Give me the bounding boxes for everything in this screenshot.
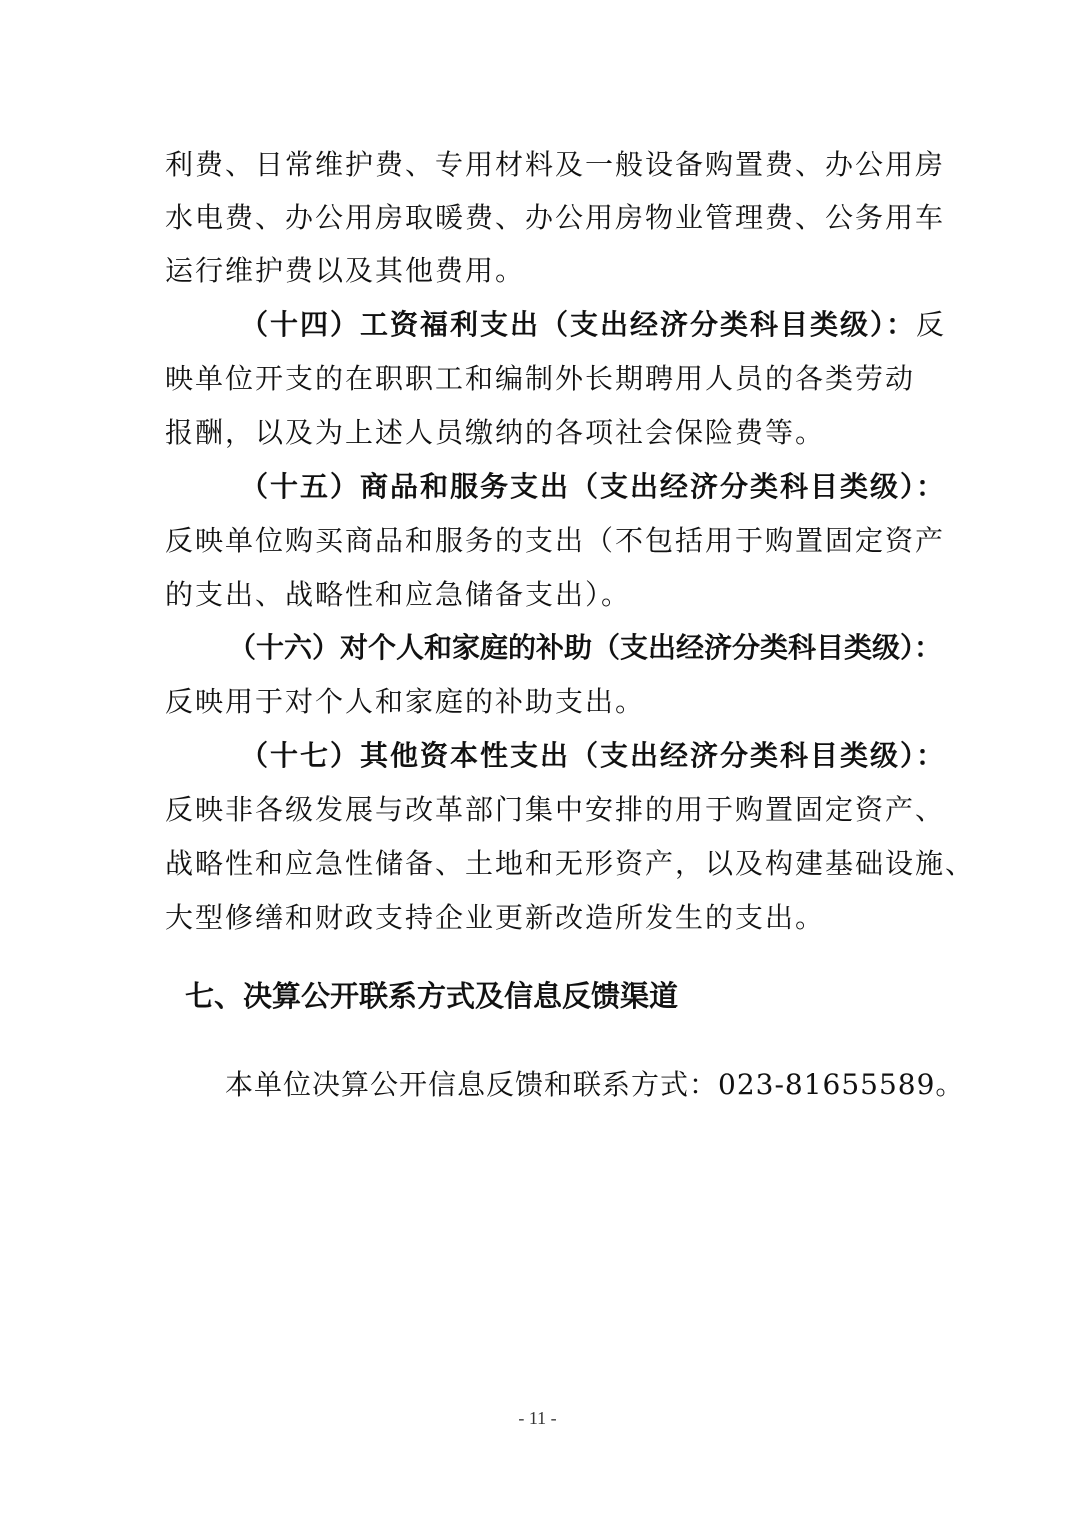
contact-info: 本单位决算公开信息反馈和联系方式：023-81655589。 xyxy=(225,1068,965,1101)
body-line: 水电费、办公用房取暖费、办公用房物业管理费、公务用车 xyxy=(165,201,946,234)
body-line: 反映单位购买商品和服务的支出（不包括用于购置固定资产 xyxy=(165,524,946,557)
section-title: 七、决算公开联系方式及信息反馈渠道 xyxy=(185,979,679,1013)
subsection-heading-line xyxy=(240,305,947,345)
body-line: 战略性和应急性储备、土地和无形资产，以及构建基础设施、 xyxy=(165,847,976,880)
body-line: 报酬，以及为上述人员缴纳的各项社会保险费等。 xyxy=(165,416,826,449)
page-number: - 11 - xyxy=(518,1408,557,1428)
body-line: 反映非各级发展与改革部门集中安排的用于购置固定资产、 xyxy=(165,793,946,826)
body-line: 映单位开支的在职职工和编制外长期聘用人员的各类劳动 xyxy=(165,362,916,395)
body-text: 反 xyxy=(916,308,947,341)
body-line: 反映用于对个人和家庭的补助支出。 xyxy=(165,685,646,718)
body-line: 利费、日常维护费、专用材料及一般设备购置费、办公用房 xyxy=(165,148,946,181)
body-line: 大型修缮和财政支持企业更新改造所发生的支出。 xyxy=(165,901,826,934)
subsection-heading: （十七）其他资本性支出（支出经济分类科目类级）： xyxy=(240,739,947,772)
subsection-heading: （十五）商品和服务支出（支出经济分类科目类级）： xyxy=(240,470,947,503)
subsection-heading: （十六）对个人和家庭的补助（支出经济分类科目类级）： xyxy=(228,631,943,664)
subsection-heading: （十四）工资福利支出（支出经济分类科目类级）： xyxy=(240,308,917,341)
body-line: 运行维护费以及其他费用。 xyxy=(165,254,526,287)
body-line: 的支出、战略性和应急储备支出）。 xyxy=(165,578,632,611)
